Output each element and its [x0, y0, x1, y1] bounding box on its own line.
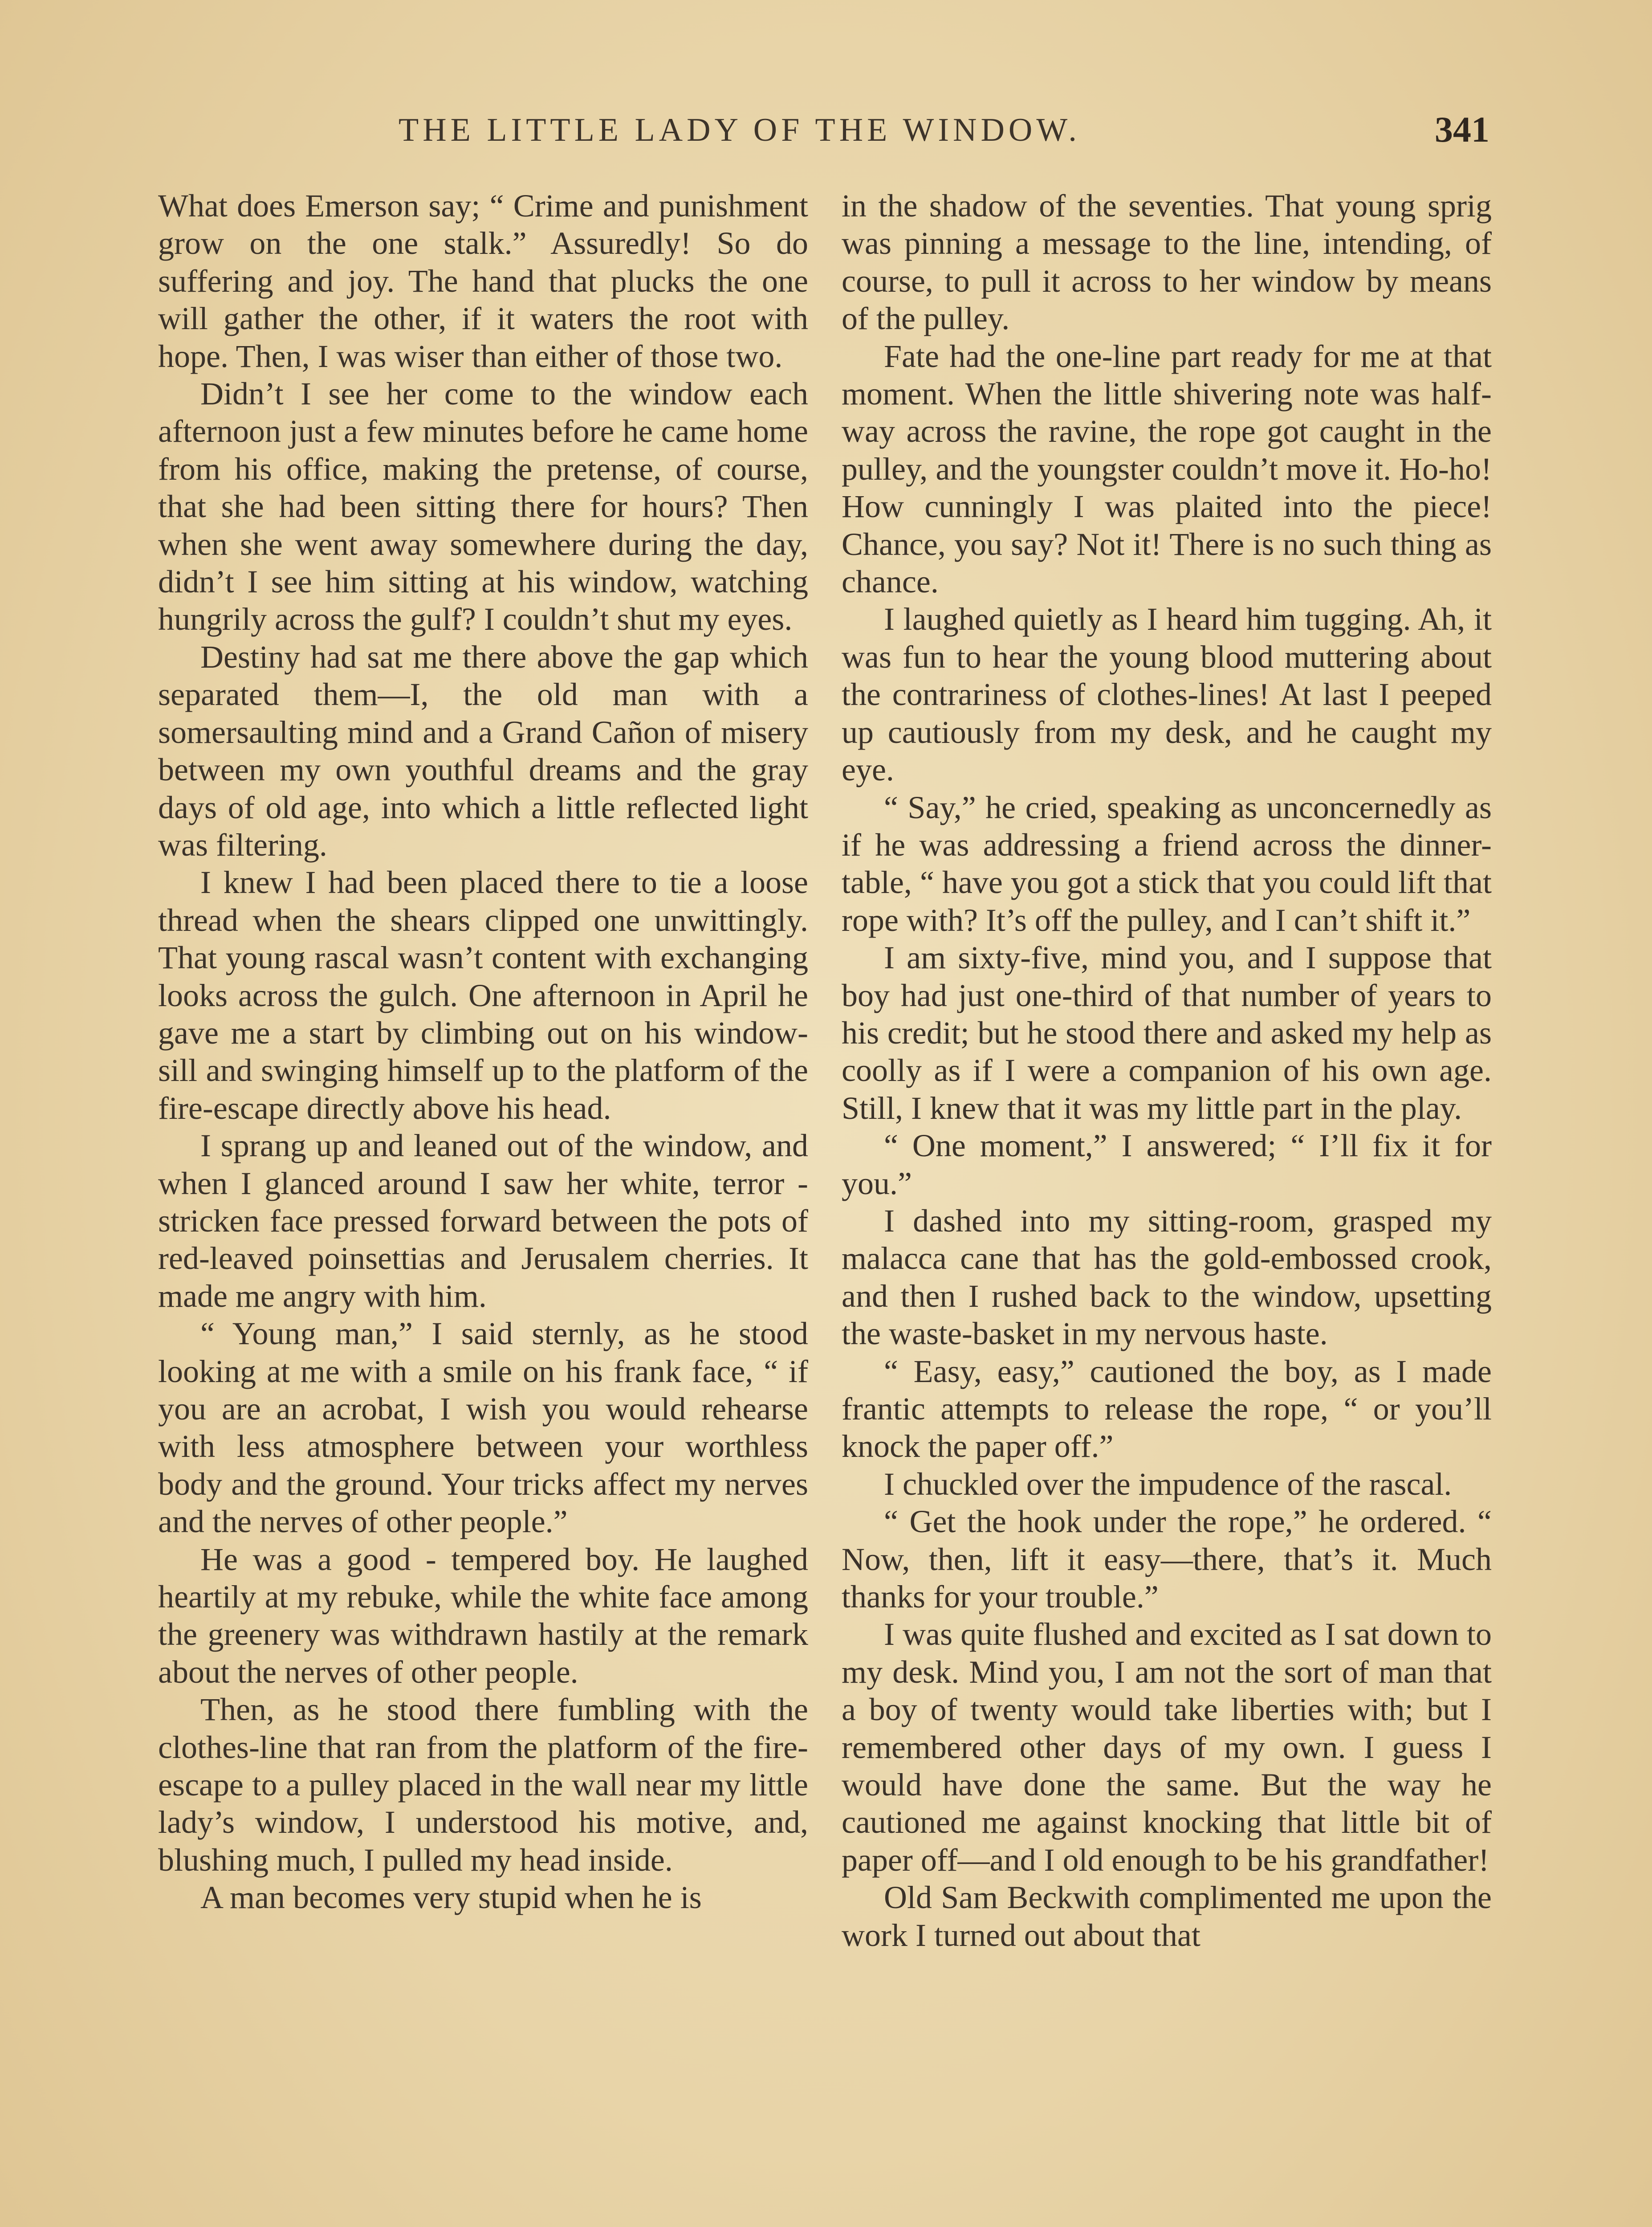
paragraph: I knew I had been placed there to tie a loose thread when the shears clipped one unwittingly. That young rascal wasn’t content with exchanging looks across the gulch. One afternoon in April he gave me a start by climbing out on his window-sill and swinging himself up to the platform of the fire-escape directly above his head. — [158, 865, 808, 1126]
paragraph: “ Easy, easy,” cautioned the boy, as I made frantic attempts to release the rope, “ or you’ll knock the paper off.” — [842, 1353, 1492, 1464]
paragraph: “ Say,” he cried, speaking as unconcernedly as if he was addressing a friend across the dinner-table, “ have you got a stick that you could lift that rope with? It’s off the pulley, and I can’t shift it.” — [842, 789, 1492, 938]
paragraph: “ Young man,” I said sternly, as he stood looking at me with a smile on his frank face, “ if you are an acrobat, I wish you would rehearse with less atmosphere between your worthless body and the ground. Your tricks affect my nerves and the nerves of other people.” — [158, 1316, 808, 1540]
paragraph: What does Emerson say; “ Crime and punishment grow on the one stalk.” Assuredly! So do suffering and joy. The hand that plucks the one will gather the other, if it waters the root with hope. Then, I was wiser than either of those two. — [158, 188, 808, 374]
paragraph: I chuckled over the impudence of the rascal. — [884, 1466, 1452, 1502]
paragraph: I am sixty-five, mind you, and I suppose that boy had just one-third of that number of years to his credit; but he stood there and asked my help as coolly as if I were a companion of his own age. Still, I knew that it was my little part in the play. — [842, 940, 1492, 1126]
paragraph: Destiny had sat me there above the gap which separated them—I, the old man with a somersaulting mind and a Grand Cañon of misery between my own youthful dreams and the gray days of old age, into which a little reflected light was filtering. — [158, 639, 808, 863]
paragraph: in the shadow of the seventies. That young sprig was pinning a message to the line, intending, of course, to pull it across to her window by means of the pulley. — [842, 188, 1492, 337]
paragraph: “ One moment,” I answered; “ I’ll fix it for you.” — [842, 1128, 1492, 1201]
paragraph: I was quite flushed and excited as I sat down to my desk. Mind you, I am not the sort of man that a boy of twenty would take liberties with; but I remembered other days of my own. I guess I would have done the same. But the way he cautioned me against knocking that little bit of paper off—and I old enough to be his grandfather! — [842, 1616, 1492, 1878]
paragraph: Then, as he stood there fumbling with the clothes-line that ran from the platform of the fire-escape to a pulley placed in the wall near my little lady’s window, I understood his motive, and, blushing much, I pulled my head inside. — [158, 1692, 808, 1878]
paragraph: Didn’t I see her come to the window each afternoon just a few minutes before he came home from his office, making the pretense, of course, that she had been sitting there for hours? Then when she went away somewhere during the day, didn’t I see him sitting at his window, watching hungrily across the gulf? I couldn’t shut my eyes. — [158, 376, 808, 637]
right-column — [842, 187, 1492, 1954]
paragraph: He was a good - tempered boy. He laughed heartily at my rebuke, while the white face among the greenery was withdrawn hastily at the remark about the nerves of other people. — [158, 1541, 808, 1690]
paragraph: I dashed into my sitting-room, grasped my malacca cane that has the gold-embossed crook, and then I rushed back to the window, upsetting the waste-basket in my nervous haste. — [842, 1203, 1492, 1352]
paragraph: I sprang up and leaned out of the window, and when I glanced around I saw her white, terror - stricken face pressed forward between the pots of red-leaved poinsettias and Jerusalem cherries. It made me angry with him. — [158, 1128, 808, 1314]
page-number: 341 — [1435, 109, 1489, 150]
paragraph: Old Sam Beckwith complimented me upon the work I turned out about that — [842, 1880, 1492, 1953]
paragraph: Fate had the one-line part ready for me at that moment. When the little shivering note was half-way across the ravine, the rope got caught in the pulley, and the youngster couldn’t move it. Ho-ho! How cunningly I was plaited into the piece! Chance, you say? Not it! There is no such thing as chance. — [842, 338, 1492, 600]
paragraph: A man becomes very stupid when he is — [200, 1880, 702, 1916]
left-column — [158, 187, 808, 1917]
paragraph: “ Get the hook under the rope,” he ordered. “ Now, then, lift it easy—there, that’s it. Much thanks for your trouble.” — [842, 1504, 1492, 1615]
paragraph: I laughed quietly as I heard him tugging. Ah, it was fun to hear the young blood muttering about the contrariness of clothes-lines! At last I peeped up cautiously from my desk, and he caught my eye. — [842, 601, 1492, 788]
running-title: THE LITTLE LADY OF THE WINDOW. — [399, 112, 1081, 148]
page-header — [158, 111, 1489, 160]
